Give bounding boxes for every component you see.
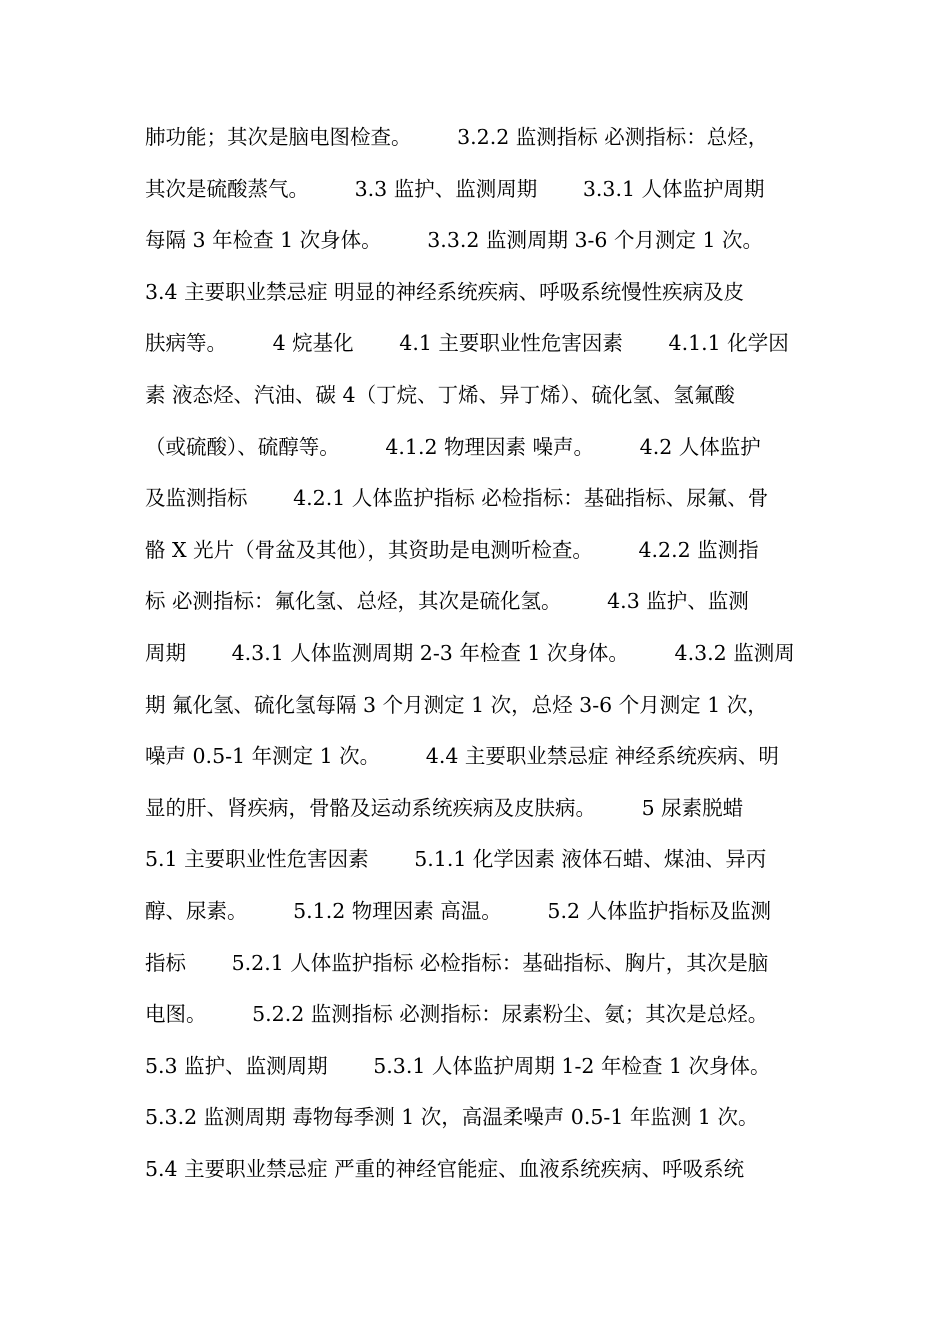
text-line: 显的肝、肾疾病，骨骼及运动系统疾病及皮肤病。 5 尿素脱蜡 — [145, 795, 744, 820]
text-line: 噪声 0.5-1 年测定 1 次。 4.4 主要职业禁忌症 神经系统疾病、明 — [145, 744, 779, 769]
text-line: 肤病等。 4 烷基化 4.1 主要职业性危害因素 4.1.1 化学因 — [145, 331, 789, 356]
text-line: 电图。 5.2.2 监测指标 必测指标：尿素粉尘、氨；其次是总烃。 — [145, 1002, 769, 1027]
text-line: 期 氟化氢、硫化氢每隔 3 个月测定 1 次，总烃 3-6 个月测定 1 次， — [145, 692, 768, 717]
text-line: （或硫酸）、硫醇等。 4.1.2 物理因素 噪声。 4.2 人体监护 — [145, 434, 761, 459]
text-line: 醇、尿素。 5.1.2 物理因素 高温。 5.2 人体监护指标及监测 — [145, 898, 772, 923]
text-line: 肺功能；其次是脑电图检查。 3.2.2 监测指标 必测指标：总烃， — [145, 125, 769, 149]
text-line: 5.3 监护、监测周期 5.3.1 人体监护周期 1-2 年检查 1 次身体。 — [145, 1053, 771, 1078]
text-line: 其次是硫酸蒸气。 3.3 监护、监测周期 3.3.1 人体监护周期 — [145, 176, 765, 201]
text-line: 骼 X 光片（骨盆及其他），其资助是电测听检查。 4.2.2 监测指 — [145, 537, 759, 562]
text-line: 3.4 主要职业禁忌症 明显的神经系统疾病、呼吸系统慢性疾病及皮 — [145, 279, 745, 304]
body-text — [145, 112, 815, 1195]
text-line: 指标 5.2.1 人体监护指标 必检指标：基础指标、胸片，其次是脑 — [145, 950, 769, 975]
text-line: 标 必测指标：氟化氢、总烃，其次是硫化氢。 4.3 监护、监测 — [145, 589, 749, 614]
text-line: 周期 4.3.1 人体监测周期 2-3 年检查 1 次身体。 4.3.2 监测周 — [145, 640, 795, 665]
text-line: 5.3.2 监测周期 毒物每季测 1 次，高温柔噪声 0.5-1 年监测 1 次。 — [145, 1105, 759, 1130]
text-line: 5.4 主要职业禁忌症 严重的神经官能症、血液系统疾病、呼吸系统 — [145, 1156, 745, 1181]
text-line: 每隔 3 年检查 1 次身体。 3.3.2 监测周期 3-6 个月测定 1 次。 — [145, 228, 764, 253]
text-line: 及监测指标 4.2.1 人体监护指标 必检指标：基础指标、尿氟、骨 — [145, 486, 769, 511]
text-line: 5.1 主要职业性危害因素 5.1.1 化学因素 液体石蜡、煤油、异丙 — [145, 847, 767, 872]
text-line: 素 液态烃、汽油、碳 4（丁烷、丁烯、异丁烯）、硫化氢、氢氟酸 — [145, 382, 735, 407]
